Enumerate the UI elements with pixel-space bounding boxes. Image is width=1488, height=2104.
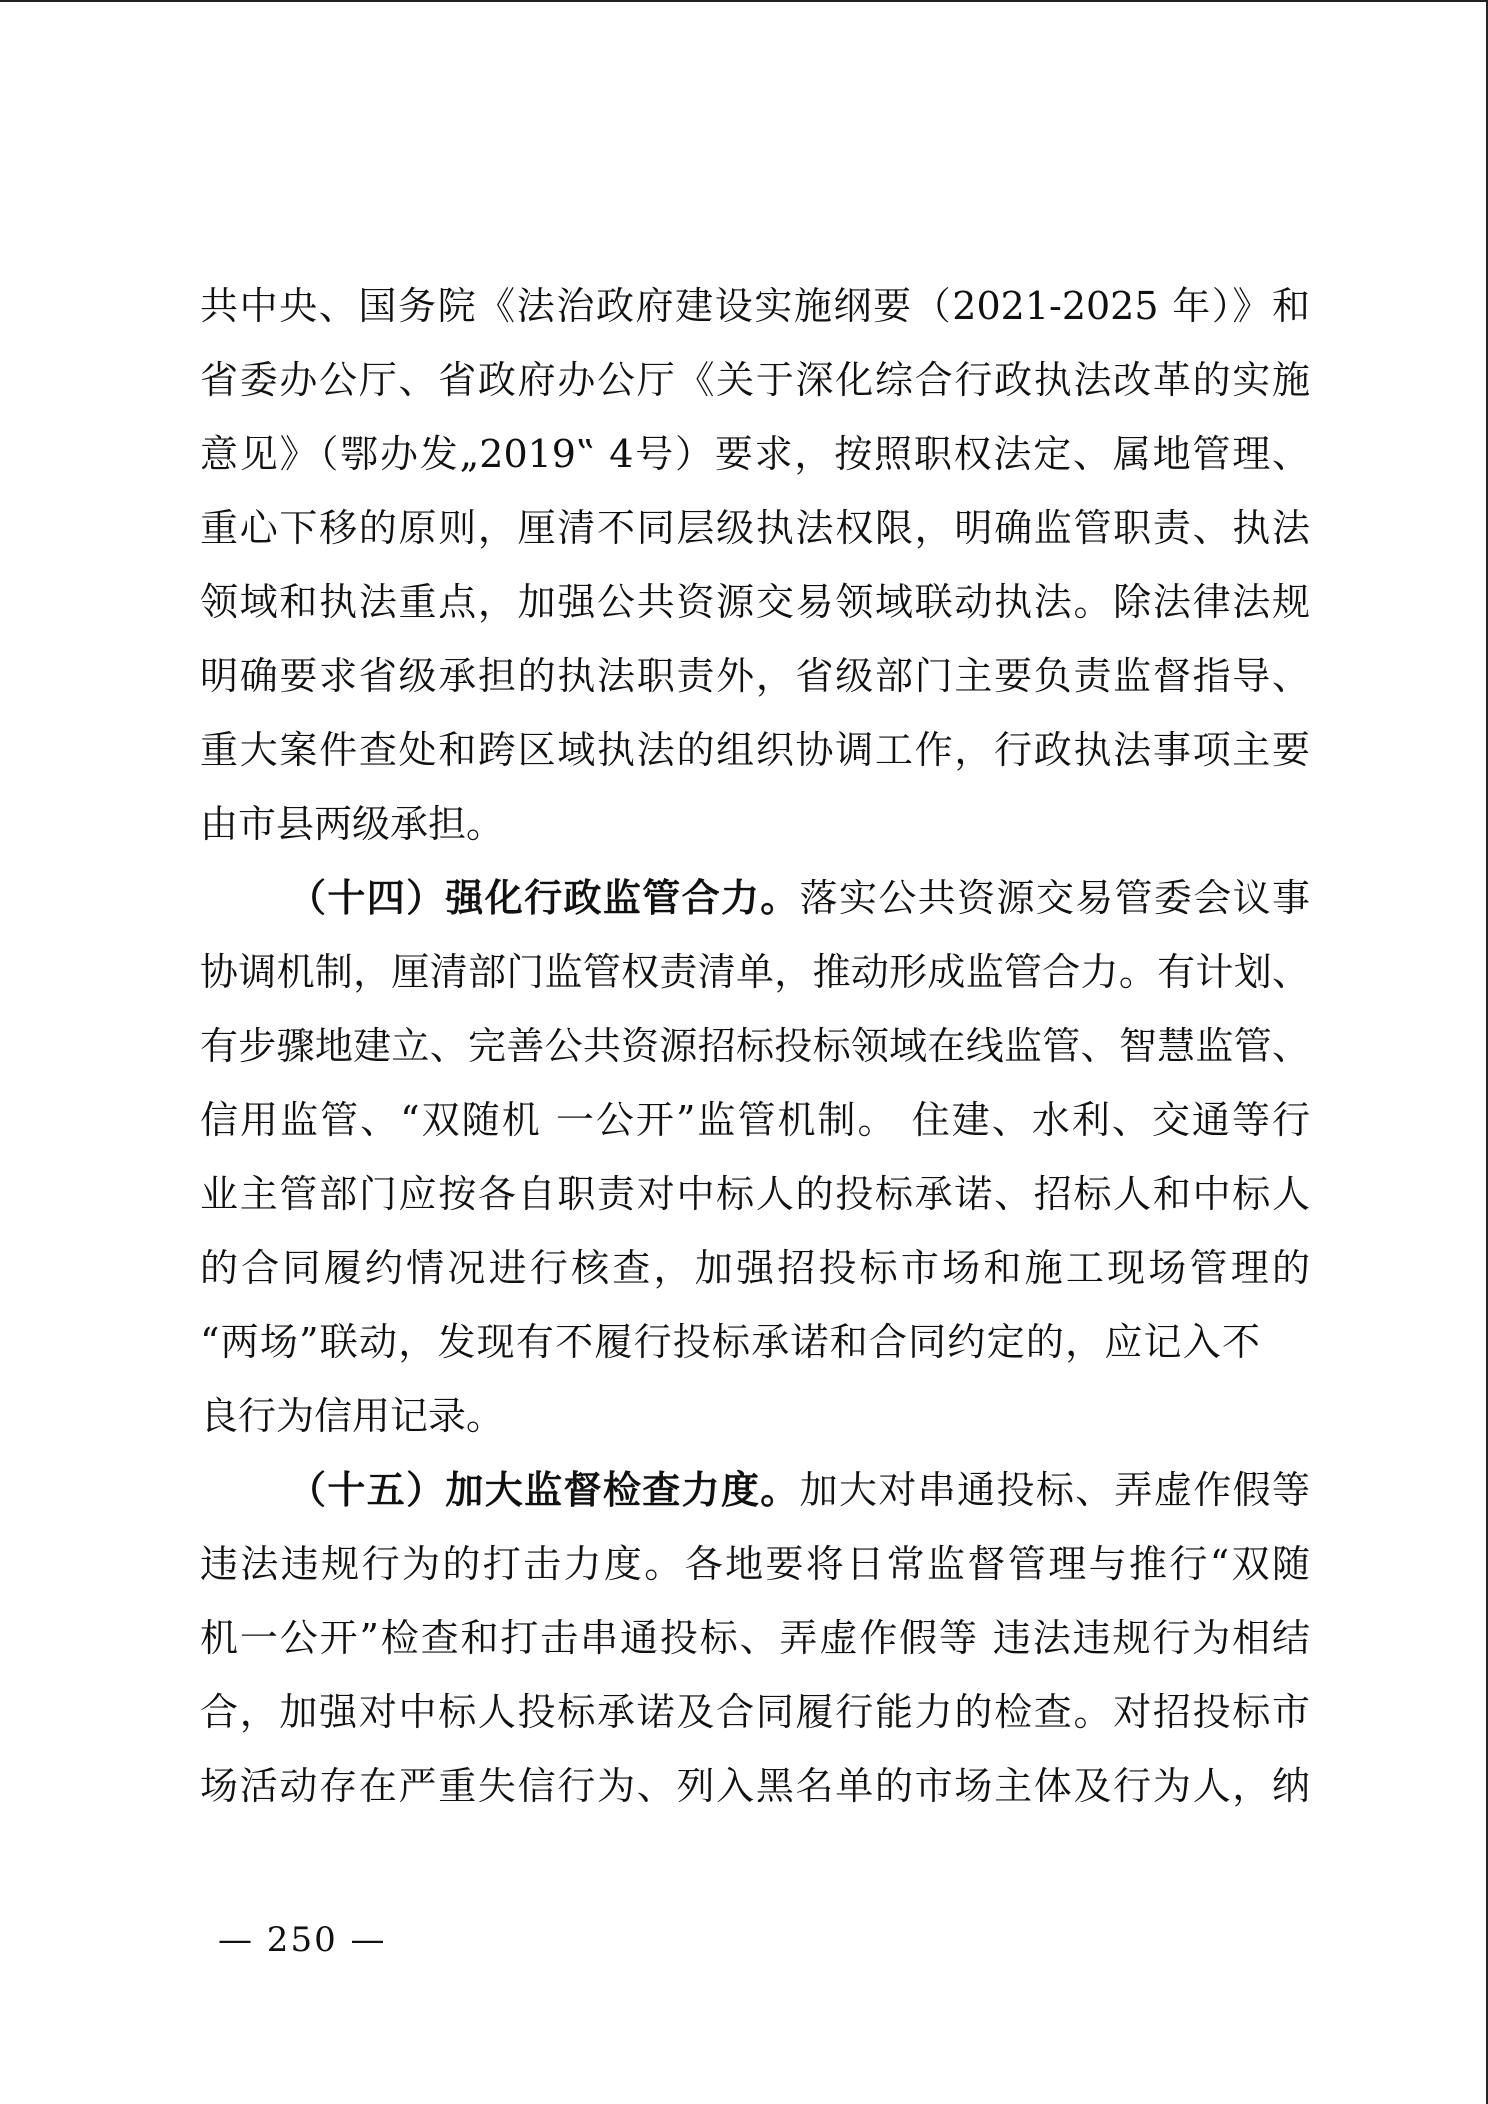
- section-14-line: 良行为信用记录。: [200, 1394, 505, 1438]
- body-line: 意见》（鄂办发„2019‟ 4号）要求，按照职权法定、属地管理、: [200, 432, 1310, 476]
- body-line: 重心下移的原则，厘清不同层级执法权限，明确监管职责、执法: [200, 506, 1310, 550]
- body-line: 省委办公厅、省政府办公厅《关于深化综合行政执法改革的实施: [200, 358, 1310, 402]
- section-14-line: 有步骤地建立、完善公共资源招标投标领域在线监管、智慧监管、: [200, 1024, 1310, 1068]
- section-15-heading: （十五）加大监督检查力度。: [288, 1468, 800, 1512]
- section-14-line: 的合同履约情况进行核查，加强招投标市场和施工现场管理的: [200, 1246, 1310, 1290]
- page-number: — 250 —: [218, 1920, 387, 1960]
- body-line: 共中央、国务院《法治政府建设实施纲要（2021-2025 年）》和: [200, 284, 1310, 328]
- section-15-line: 合，加强对中标人投标承诺及合同履行能力的检查。对招投标市: [200, 1690, 1310, 1734]
- section-14-line: 业主管部门应按各自职责对中标人的投标承诺、招标人和中标人: [200, 1172, 1310, 1216]
- section-15-line: 机一公开”检查和打击串通投标、弄虚作假等 违法违规行为相结: [200, 1616, 1310, 1660]
- section-14-heading: （十四）强化行政监管合力。: [288, 876, 800, 920]
- body-line: 重大案件查处和跨区域执法的组织协调工作，行政执法事项主要: [200, 728, 1310, 772]
- section-15-first-line: [200, 1464, 1310, 1538]
- section-15-line: 违法违规行为的打击力度。各地要将日常监督管理与推行“双随: [200, 1542, 1310, 1586]
- section-14-line: “两场”联动，发现有不履行投标承诺和合同约定的，应记入不: [200, 1320, 1260, 1364]
- body-line: 领域和执法重点，加强公共资源交易领域联动执法。除法律法规: [200, 580, 1310, 624]
- section-15-line: 场活动存在严重失信行为、列入黑名单的市场主体及行为人，纳: [200, 1764, 1310, 1808]
- section-14-first-text: 落实公共资源交易管委会议事: [799, 876, 1310, 920]
- section-14-first-line: [200, 872, 1310, 946]
- section-15-first-text: 加大对串通投标、弄虚作假等: [799, 1468, 1310, 1512]
- section-14-line: 协调机制，厘清部门监管权责清单，推动形成监管合力。有计划、: [200, 950, 1310, 994]
- section-14-line: 信用监管、“双随机 一公开”监管机制。 住建、水利、交通等行: [200, 1098, 1310, 1142]
- body-line: 由市县两级承担。: [200, 802, 505, 846]
- document-body: [200, 280, 1310, 1834]
- body-line: 明确要求省级承担的执法职责外，省级部门主要负责监督指导、: [200, 654, 1310, 698]
- page-top-border: [0, 0, 1488, 2]
